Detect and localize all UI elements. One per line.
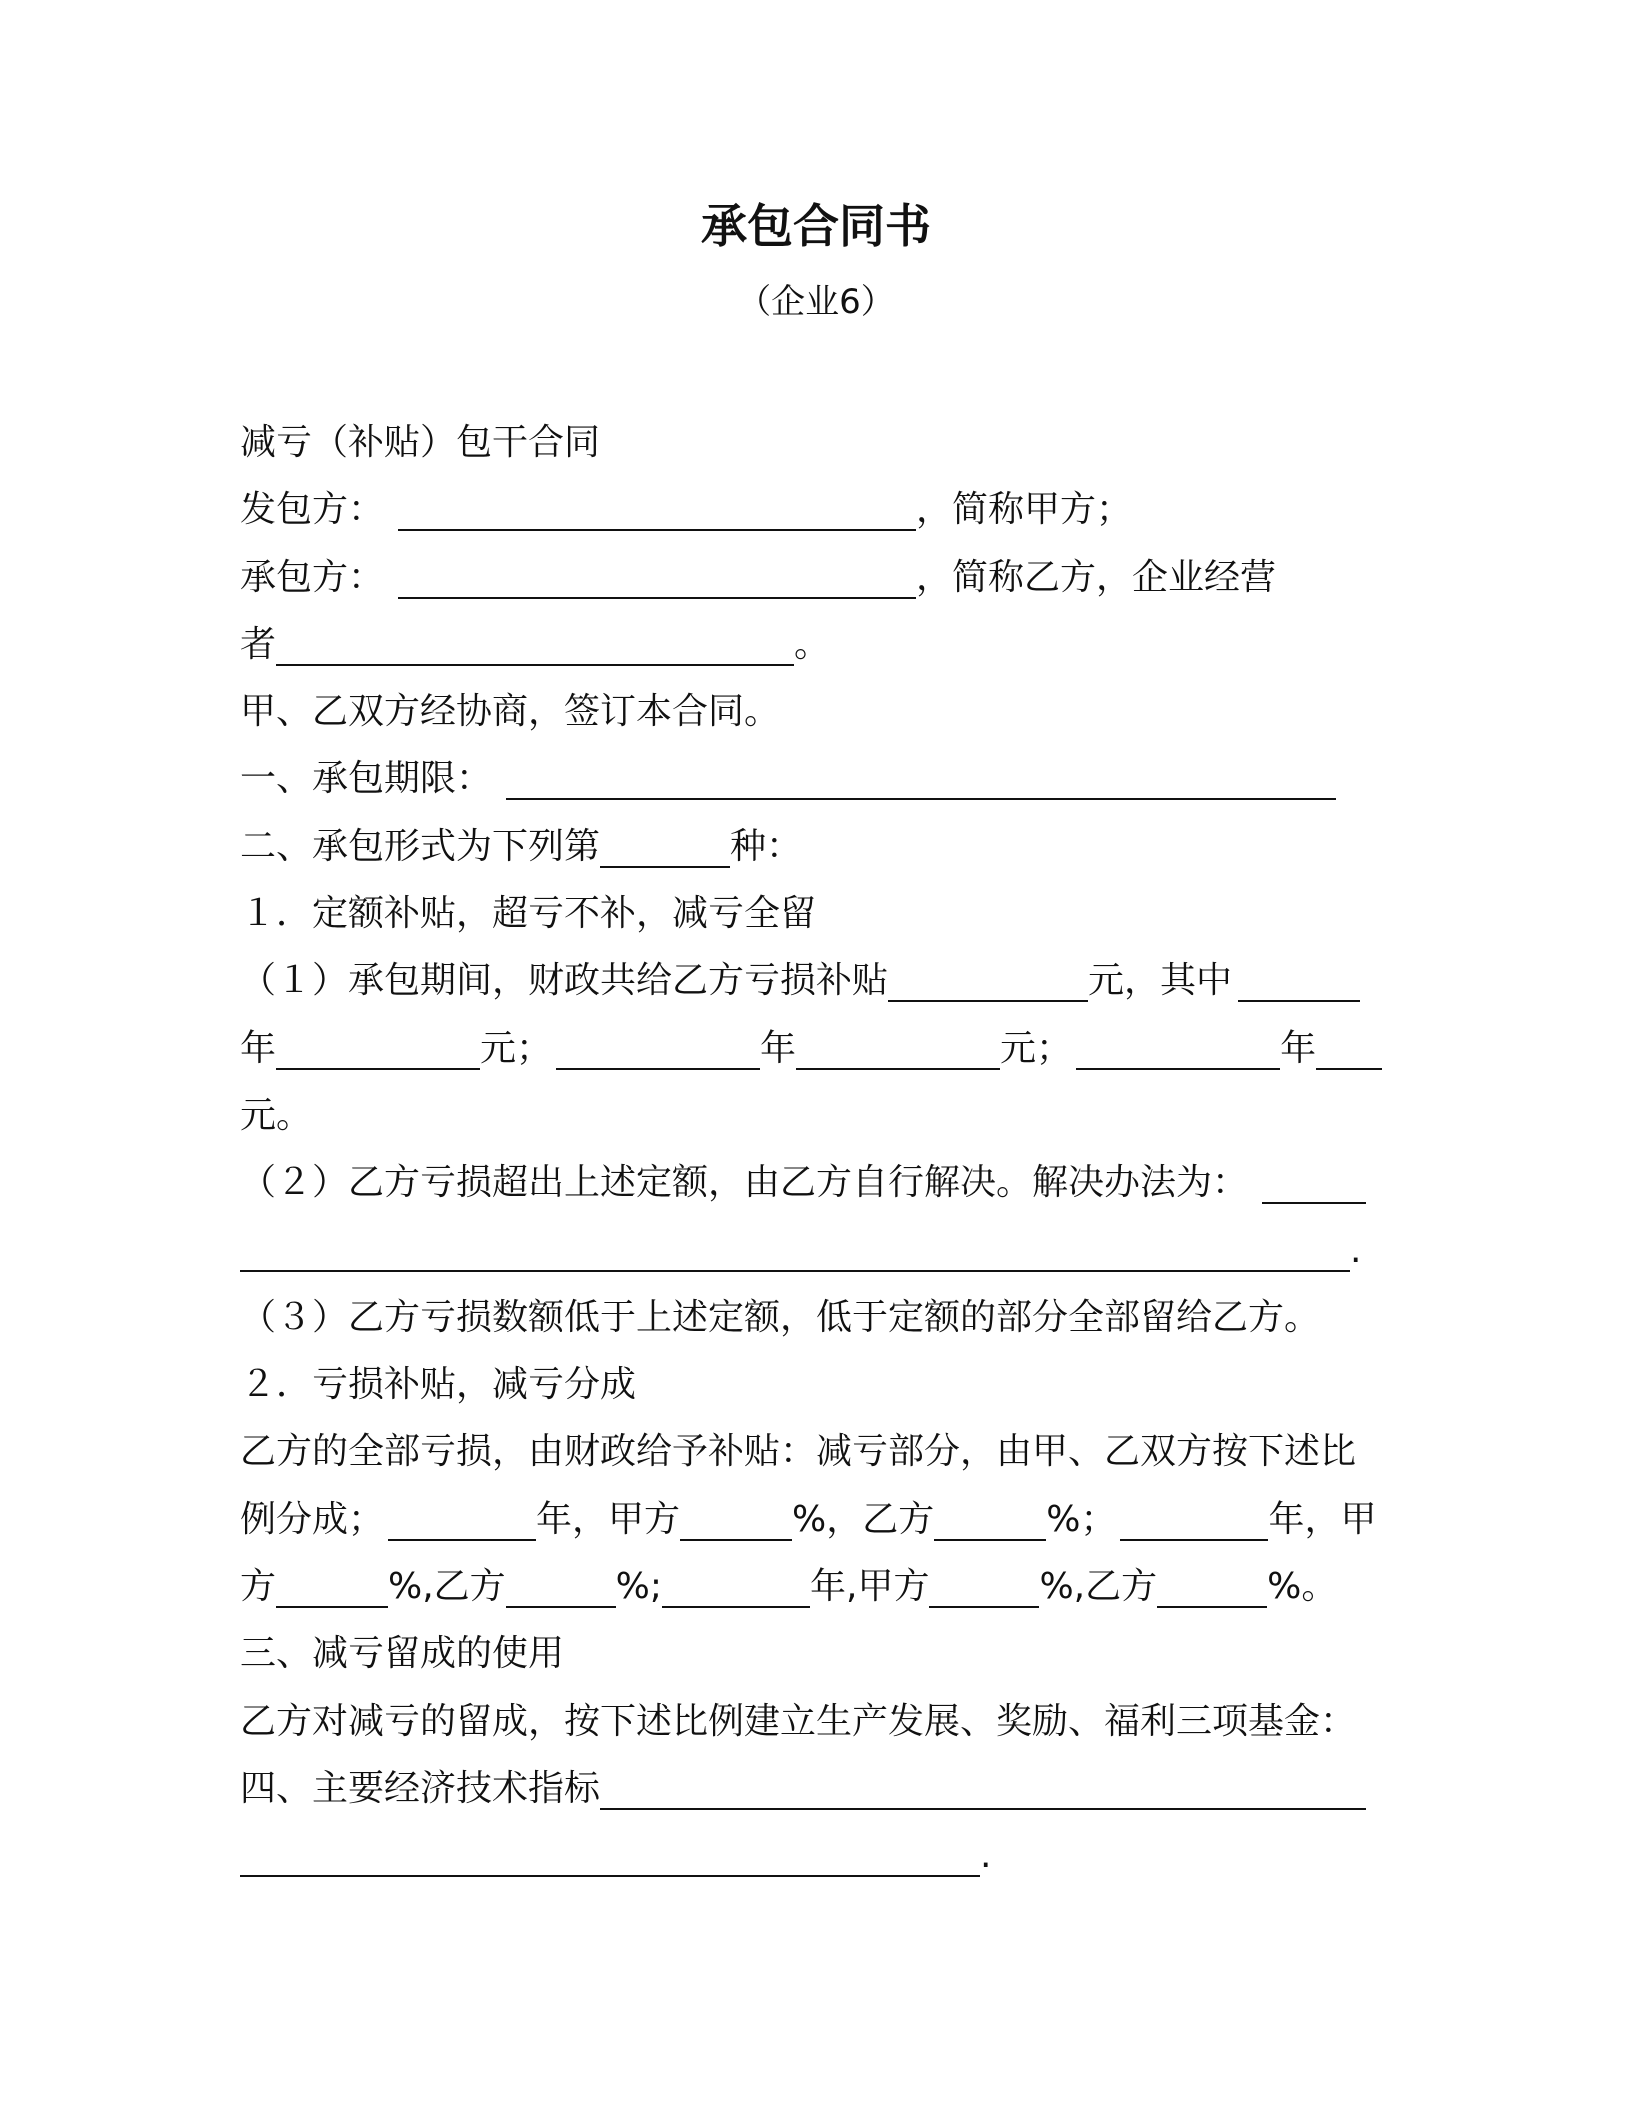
solution-blank[interactable] xyxy=(1262,1158,1366,1204)
text: %； xyxy=(1046,1498,1117,1540)
year-blank[interactable] xyxy=(1120,1495,1268,1541)
operator-blank[interactable] xyxy=(276,620,794,666)
party-a-percent-blank[interactable] xyxy=(680,1495,792,1541)
text: 例分成； xyxy=(240,1498,385,1540)
clause-2-form xyxy=(240,813,1390,880)
document-subtitle: （企业6） xyxy=(737,282,895,322)
form-number-blank[interactable] xyxy=(600,822,730,868)
text: . xyxy=(980,1835,992,1877)
paragraph-issuer xyxy=(240,476,1390,543)
party-a-percent-blank[interactable] xyxy=(276,1562,388,1608)
paragraph-contractor xyxy=(240,544,1390,611)
text: 元。 xyxy=(240,1094,313,1136)
text: 承包方： xyxy=(240,556,385,598)
text: %，乙方 xyxy=(792,1498,935,1540)
party-a-percent-blank[interactable] xyxy=(929,1562,1039,1608)
text: 元； xyxy=(480,1027,553,1069)
text: 三、减亏留成的使用 xyxy=(240,1633,565,1675)
clause-2-1-item-1 xyxy=(240,947,1390,1014)
text: %。 xyxy=(1267,1566,1338,1608)
clause-2-2-ratios-1 xyxy=(240,1486,1390,1553)
text: 方 xyxy=(240,1566,277,1608)
amount-blank[interactable] xyxy=(1316,1024,1382,1070)
document-body xyxy=(240,409,1390,1890)
document-title: 承包合同书 xyxy=(701,199,931,253)
party-b-percent-blank[interactable] xyxy=(934,1495,1046,1541)
contractor-blank[interactable] xyxy=(398,553,916,599)
text: 乙方的全部亏损，由财政给予补贴：减亏部分，由甲、乙双方按下述比 xyxy=(240,1431,1357,1473)
term-blank[interactable] xyxy=(506,754,1336,800)
year-blank[interactable] xyxy=(662,1562,810,1608)
indicators-blank-continued[interactable] xyxy=(240,1831,980,1877)
text: ，简称乙方，企业经营 xyxy=(916,556,1277,598)
solution-blank-continued[interactable] xyxy=(240,1226,1350,1272)
text: 者 xyxy=(240,623,277,665)
party-b-percent-blank[interactable] xyxy=(1157,1562,1267,1608)
text: （２）乙方亏损超出上述定额，由乙方自行解决。解决办法为： xyxy=(240,1162,1249,1204)
text: 元，其中 xyxy=(1088,960,1233,1002)
text: 乙方对减亏的留成，按下述比例建立生产发展、奖励、福利三项基金： xyxy=(240,1700,1357,1742)
clause-2-2-ratios-2 xyxy=(240,1553,1390,1620)
text: （３）乙方亏损数额低于上述定额，低于定额的部分全部留给乙方。 xyxy=(240,1296,1321,1338)
clause-2-2-heading xyxy=(240,1351,1390,1418)
text: 发包方： xyxy=(240,489,385,531)
text: %,乙方 xyxy=(388,1566,506,1608)
year-blank[interactable] xyxy=(556,1024,760,1070)
clause-2-1-heading xyxy=(240,880,1390,947)
text: 甲、乙双方经协商，签订本合同。 xyxy=(240,691,781,733)
clause-3-heading xyxy=(240,1620,1390,1687)
year-blank[interactable] xyxy=(388,1495,536,1541)
text: 种： xyxy=(730,825,803,867)
text: 年 xyxy=(1280,1027,1317,1069)
text: %; xyxy=(615,1566,663,1608)
year-blank[interactable] xyxy=(1076,1024,1280,1070)
amount-blank[interactable] xyxy=(276,1024,480,1070)
text: 年,甲方 xyxy=(810,1566,930,1608)
paragraph-contract-name xyxy=(240,409,1390,476)
text: 四、主要经济技术指标 xyxy=(240,1767,601,1809)
subsidy-total-blank[interactable] xyxy=(888,956,1088,1002)
text: 年，甲方 xyxy=(536,1498,681,1540)
year-blank[interactable] xyxy=(1238,956,1360,1002)
text: 。 xyxy=(794,623,831,665)
text: 年，甲 xyxy=(1268,1498,1377,1540)
amount-blank[interactable] xyxy=(796,1024,1000,1070)
clause-2-2-text xyxy=(240,1418,1390,1485)
clause-3-text xyxy=(240,1688,1390,1755)
text: 年 xyxy=(240,1027,277,1069)
text: 年 xyxy=(760,1027,797,1069)
clause-2-1-item-3 xyxy=(240,1284,1390,1351)
issuer-blank[interactable] xyxy=(398,485,916,531)
clause-2-1-item-1-years xyxy=(240,1015,1390,1082)
text: （１）承包期间，财政共给乙方亏损补贴 xyxy=(240,960,889,1002)
text: 元； xyxy=(1000,1027,1073,1069)
clause-4-continued xyxy=(240,1822,1390,1889)
text: １．定额补贴，超亏不补，减亏全留 xyxy=(240,893,817,935)
text: %,乙方 xyxy=(1039,1566,1158,1608)
clause-2-1-item-2-continued xyxy=(240,1217,1390,1284)
clause-4-heading xyxy=(240,1755,1390,1822)
text: . xyxy=(1350,1229,1362,1271)
indicators-blank[interactable] xyxy=(600,1764,1366,1810)
text: ，简称甲方； xyxy=(916,489,1133,531)
clause-2-1-item-1-end xyxy=(240,1082,1390,1149)
text: ２．亏损补贴，减亏分成 xyxy=(240,1364,637,1406)
clause-2-1-item-2 xyxy=(240,1149,1390,1216)
paragraph-operator xyxy=(240,611,1390,678)
clause-1-term xyxy=(240,745,1390,812)
paragraph-agreement xyxy=(240,678,1390,745)
party-b-percent-blank[interactable] xyxy=(506,1562,616,1608)
text: 二、承包形式为下列第 xyxy=(240,825,601,867)
text: 一、承包期限： xyxy=(240,758,493,800)
text: 减亏（补贴）包干合同 xyxy=(240,422,601,463)
